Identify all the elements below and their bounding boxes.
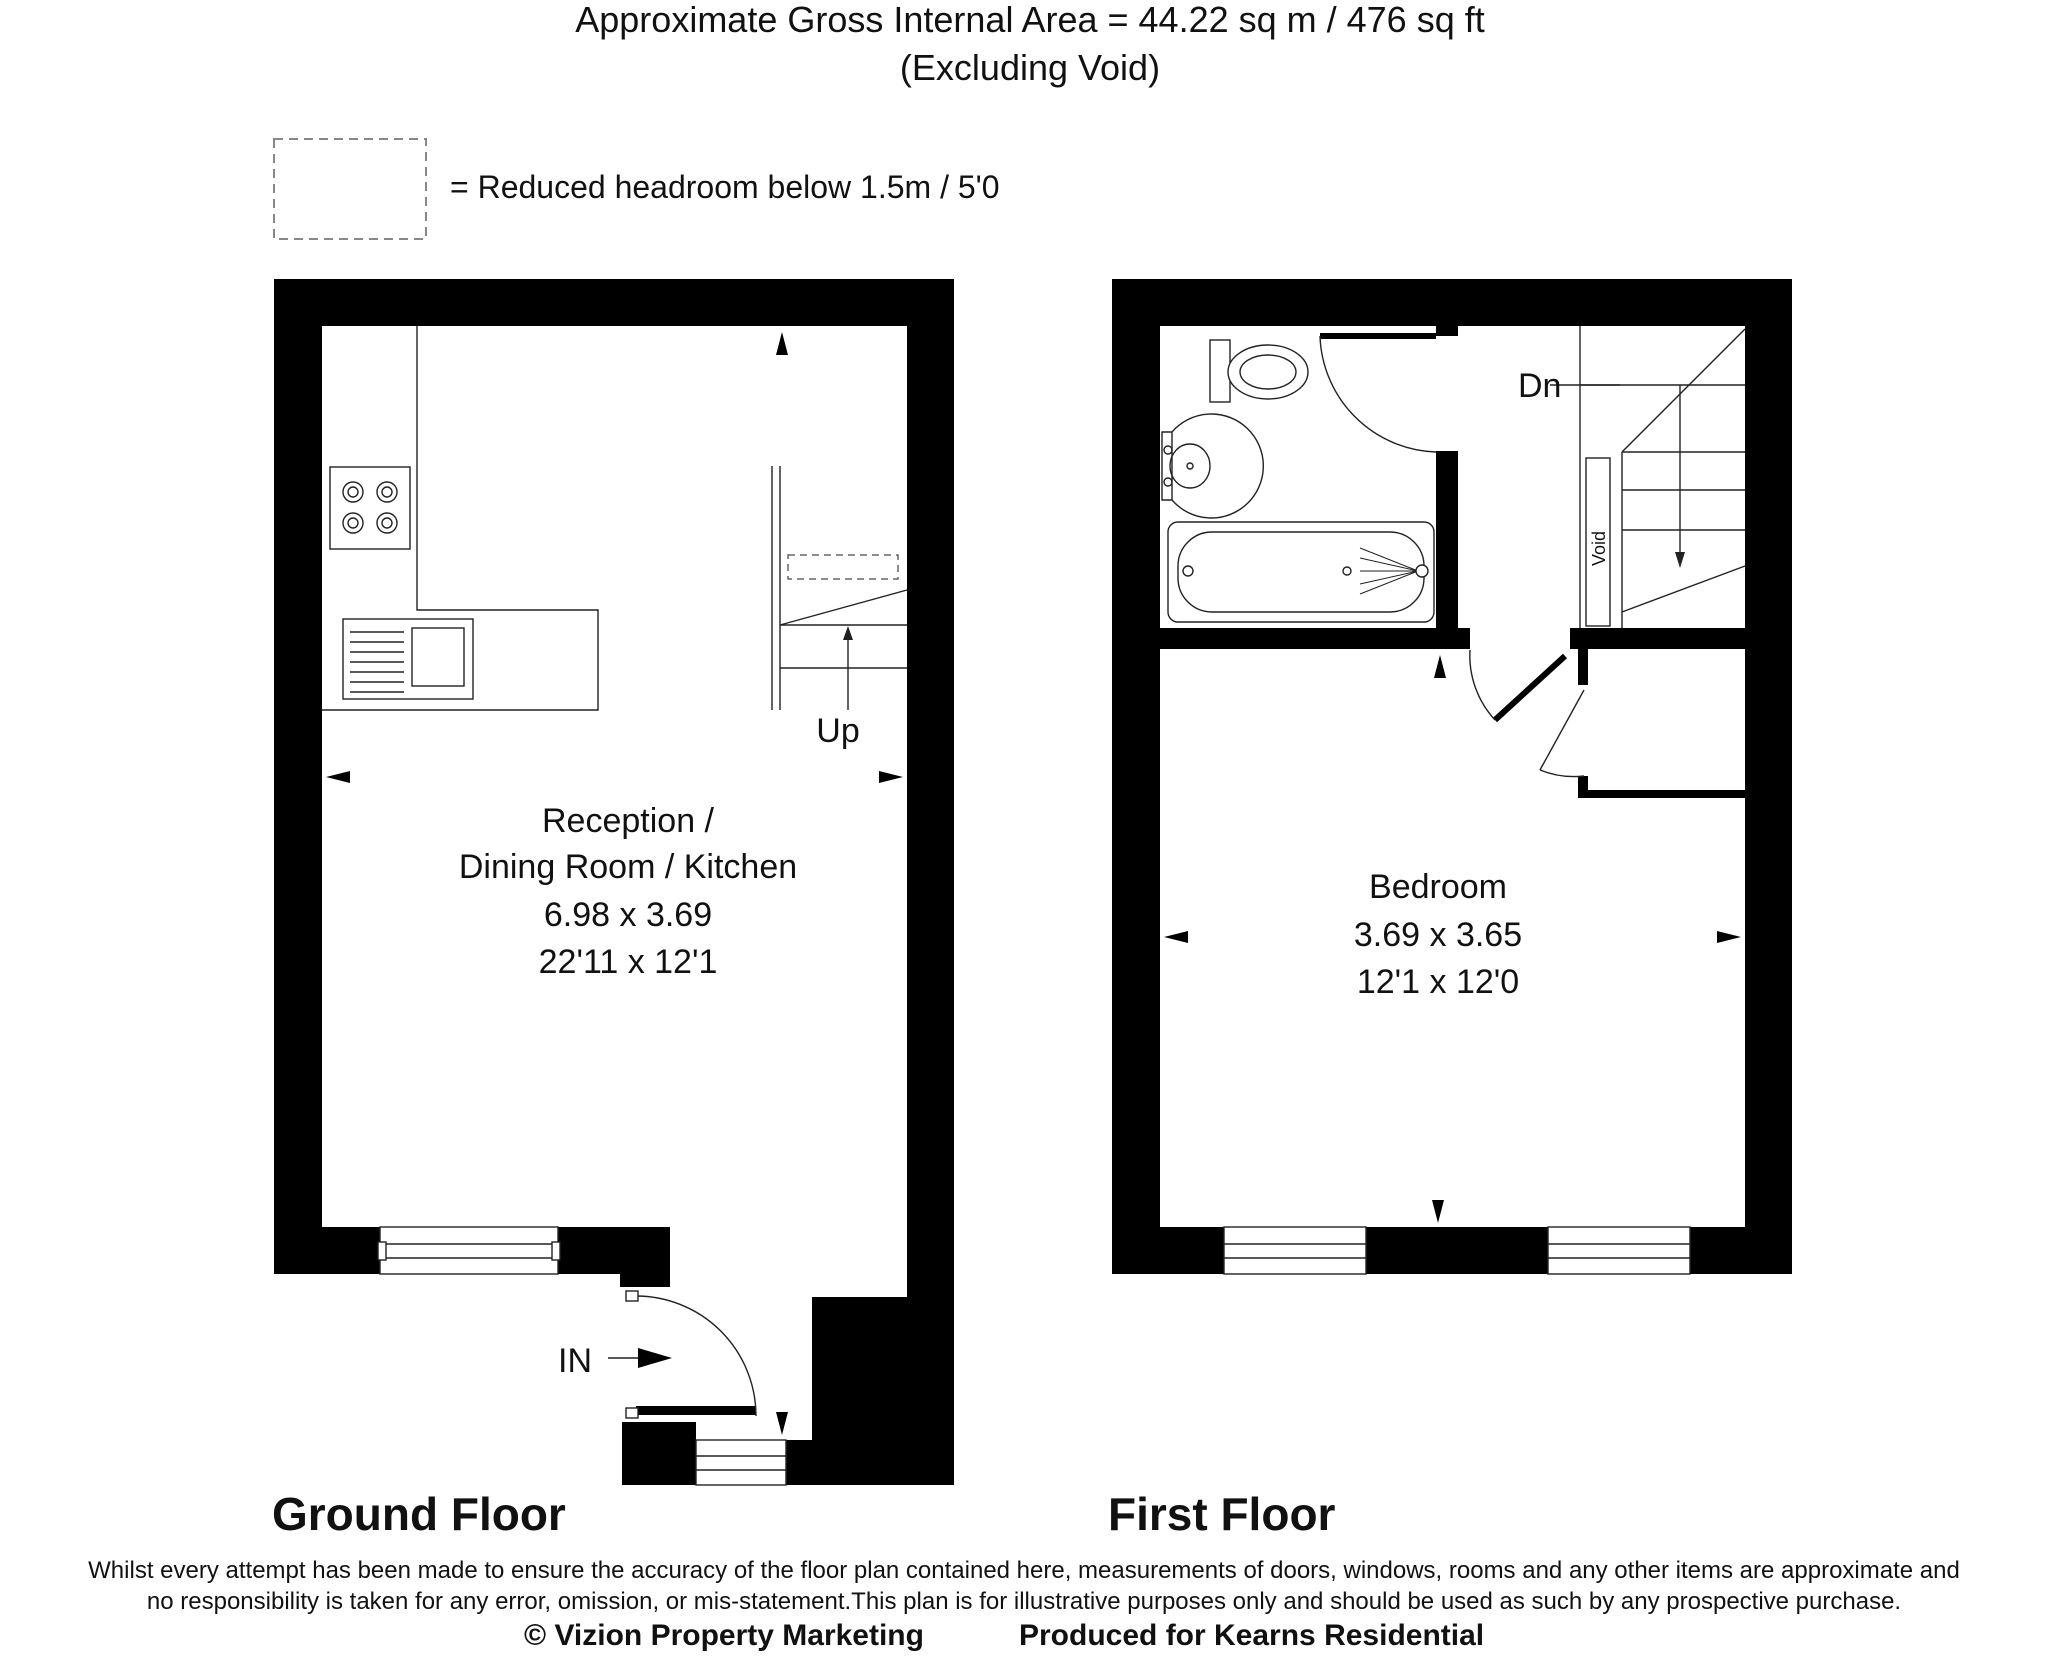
bathroom-wall-bottom	[1112, 628, 1470, 649]
excluding-void-note: (Excluding Void)	[899, 47, 1161, 88]
first-wall-right	[1745, 279, 1792, 1274]
ground-room-metric: 6.98 x 3.69	[543, 896, 713, 934]
ground-wall-porch-bottom-left	[622, 1422, 696, 1485]
ground-room-name-line1: Reception /	[542, 802, 714, 840]
ground-wall-bottom-left	[274, 1227, 380, 1274]
first-room-imperial: 12'1 x 12'0	[1356, 963, 1520, 1001]
ground-wall-left	[274, 279, 322, 1274]
first-room-name: Bedroom	[1369, 868, 1507, 906]
first-wall-bottom-left	[1112, 1227, 1224, 1274]
ground-room-imperial: 22'11 x 12'1	[538, 943, 718, 981]
ground-window-porch	[696, 1440, 786, 1485]
dimension-arrow-icon	[1164, 931, 1188, 943]
ground-floor-title: Ground Floor	[272, 1488, 566, 1540]
first-room-metric: 3.69 x 3.65	[1353, 916, 1523, 954]
ground-entry-threshold	[636, 1406, 756, 1415]
first-stairs-label: Dn	[1518, 367, 1562, 405]
cupboard-door	[1540, 690, 1584, 777]
bathroom-wall-right	[1436, 451, 1458, 649]
bathroom-door-jamb	[1436, 326, 1458, 336]
first-wall-top	[1112, 279, 1792, 326]
dimension-arrow-icon	[1434, 655, 1446, 678]
bedroom-door	[1470, 650, 1565, 720]
hob-icon	[330, 467, 410, 549]
first-staircase	[1550, 326, 1745, 628]
ground-staircase	[772, 466, 907, 710]
bathroom-door	[1320, 336, 1436, 452]
basin-icon	[1162, 414, 1263, 518]
produced-for-text: Produced for Kearns Residential	[1019, 1619, 1485, 1652]
cupboard-wall-left	[1578, 649, 1588, 685]
first-floor-plan	[1108, 279, 1792, 1540]
stairs-up-arrow-icon	[843, 626, 853, 640]
stairs-down-arrow-icon	[1675, 552, 1685, 568]
first-wall-left	[1112, 279, 1160, 1274]
gross-area-text: Approximate Gross Internal Area = 44.22 sq m / 476 sq ft	[575, 0, 1485, 40]
dimension-arrow-icon	[776, 1412, 788, 1435]
first-wall-bottom-mid	[1366, 1227, 1548, 1274]
reduced-headroom-legend-box	[274, 139, 426, 239]
first-wall-bottom-right	[1690, 1227, 1792, 1274]
cupboard-wall-bottom	[1578, 790, 1745, 798]
first-floor-title: First Floor	[1108, 1488, 1336, 1540]
first-window-left	[1224, 1227, 1366, 1274]
void-label: Void	[1589, 530, 1609, 566]
ground-window-front	[378, 1227, 560, 1274]
ground-room-name-line2: Dining Room / Kitchen	[458, 848, 798, 886]
ground-floor-plan	[272, 279, 954, 1540]
sink-icon	[343, 619, 473, 699]
toilet-icon	[1210, 340, 1308, 402]
disclaimer-line-2: no responsibility is taken for any error, omission, or mis-statement.This plan is for illustrative purposes only and should be used as such by any prospective purchase.	[146, 1588, 1902, 1615]
dimension-arrow-icon	[326, 771, 350, 783]
dimension-arrow-icon	[1432, 1200, 1444, 1223]
ground-stairs-label: Up	[816, 712, 860, 750]
reduced-headroom-legend-text: = Reduced headroom below 1.5m / 5'0	[450, 169, 1000, 205]
entrance-arrow-icon	[638, 1348, 672, 1368]
bathtub-icon	[1168, 522, 1434, 622]
dimension-arrow-icon	[1717, 931, 1741, 943]
ground-wall-porch-post	[620, 1227, 670, 1287]
entrance-label: IN	[558, 1342, 592, 1380]
first-window-right	[1548, 1227, 1690, 1274]
copyright-text: © Vizion Property Marketing	[524, 1619, 924, 1652]
dimension-arrow-icon	[879, 771, 903, 783]
dimension-arrow-icon	[776, 332, 788, 355]
disclaimer-line-1: Whilst every attempt has been made to ensure the accuracy of the floor plan contained here, measurements of doors, windows, rooms and any other items are approximate and	[88, 1557, 1960, 1584]
ground-wall-top	[274, 279, 954, 326]
stair-wall-bottom	[1570, 628, 1792, 649]
ground-wall-porch-bottom-right	[786, 1440, 954, 1485]
